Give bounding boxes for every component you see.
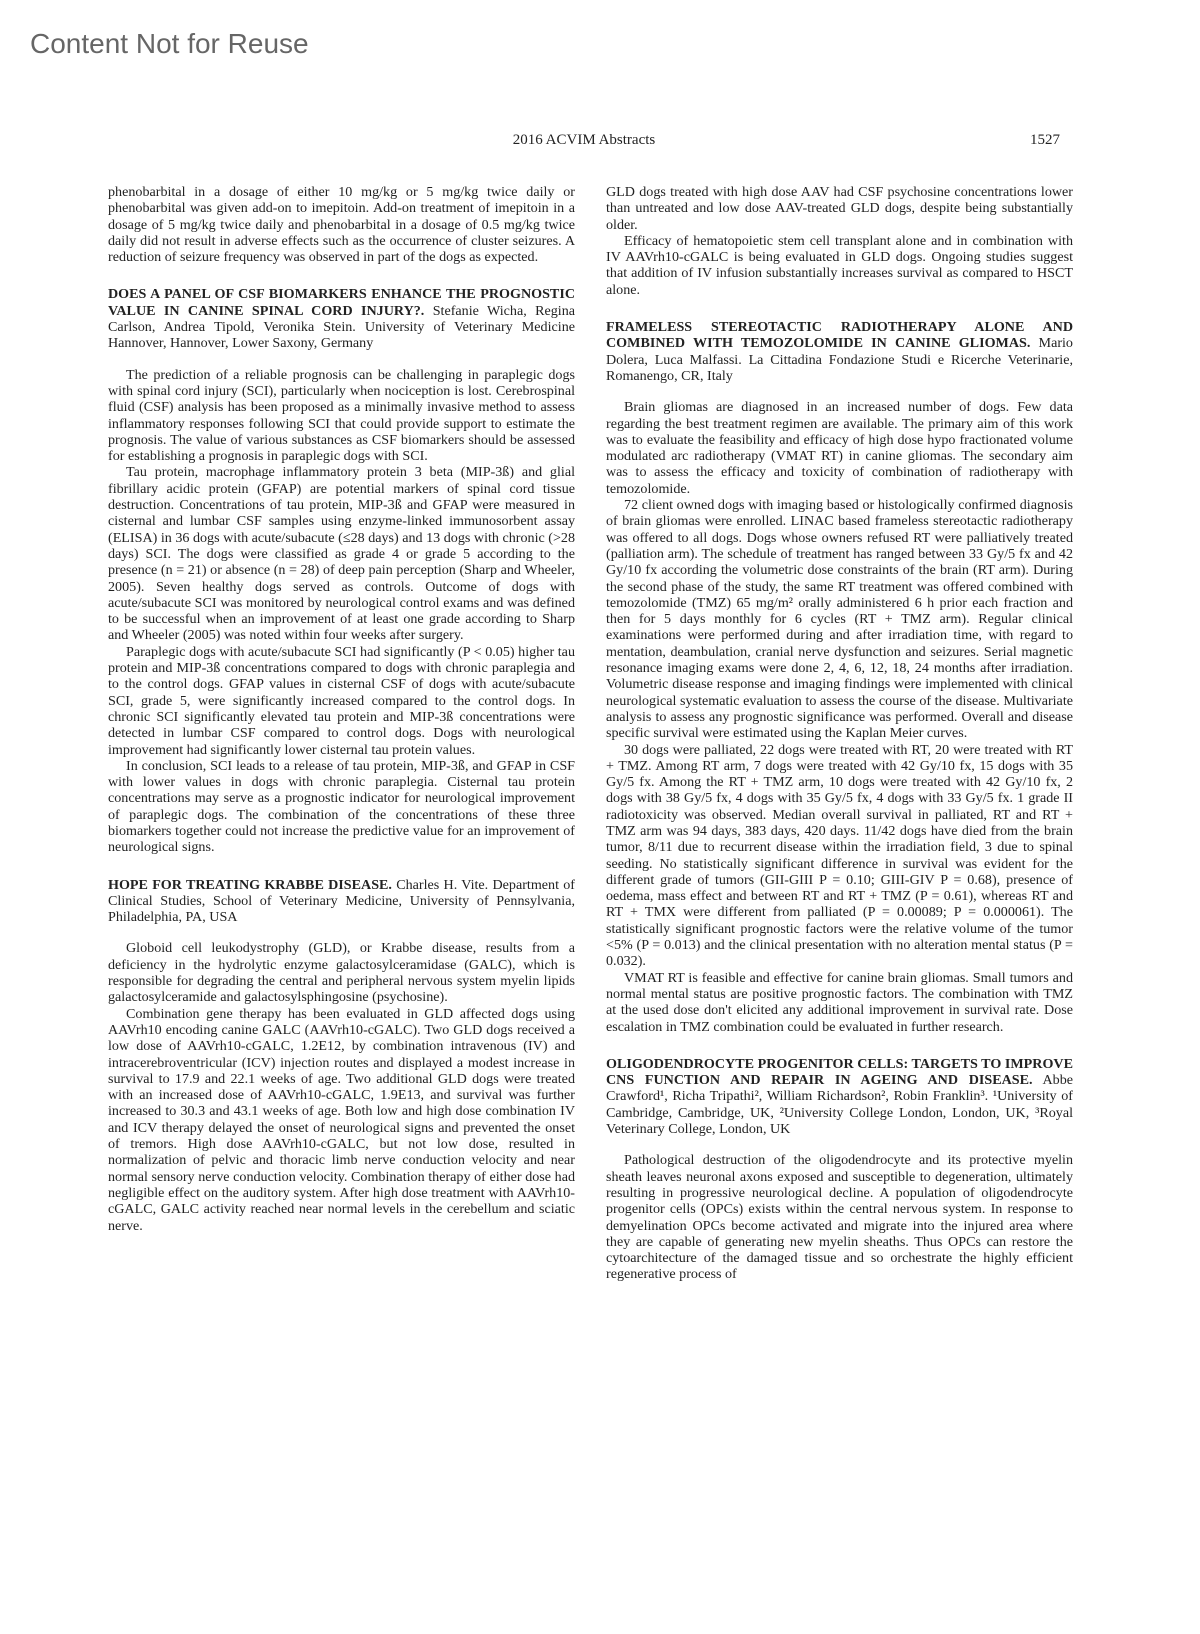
abstract-csf-biomarkers bbox=[108, 286, 575, 855]
abstract-authors: Abbe Crawford¹, Richa Tripathi², William Richardson², Robin Franklin³. bbox=[606, 1072, 1074, 1105]
abstract-affiliation: Department of Clinical Studies, School of Veterinary Medicine, University of Pennsylvania, Philadelphia, PA, USA bbox=[108, 876, 575, 926]
paragraph: 72 client owned dogs with imaging based or histologically confirmed diagnosis of brain gliomas were enrolled. LINAC based frameless stereotactic radiotherapy was offered to all dogs. Dogs whose owners refused RT were palliatively treated (palliation arm). The schedule of treatment has ranged between 33 Gy/5 fx and 42 Gy/10 fx according the volumetric dose constraints of the brain (RT arm). During the second phase of the study, the same RT treatment was offered combined with temozolomide (TMZ) 65 mg/m² orally administered 6 h prior each fraction and then for 5 days monthly for 6 cycles (RT + TMZ arm). Regular clinical examinations were performed during and after irradiation time, with regard to mentation, deambulation, cranial nerve dysfunction and seizures. Serial magnetic resonance imaging exams were done 2, 4, 6, 12, 18, 24 months after irradiation. Volumetric disease response and imaging findings were implemented with clinical neurological systematic evaluation to assess the course of the disease. Multivariate analysis to assess any prognostic significance was performed. Overall and disease specific survival were estimated using the Kaplan Meier curves. bbox=[606, 497, 1073, 742]
abstract-body bbox=[606, 399, 1073, 1035]
abstract-affiliation: ¹University of Cambridge, Cambridge, UK, ²University College London, London, UK, ³Royal Veterinary College, London, UK bbox=[606, 1088, 1073, 1138]
abstract-affiliation: La Cittadina Fondazione Studi e Ricerche Veterinarie, Romanengo, CR, Italy bbox=[606, 351, 1073, 384]
abstract-title: FRAMELESS STEREOTACTIC RADIOTHERAPY ALONE AND COMBINED WITH TEMOZOLOMIDE IN CANINE GLIOMAS. bbox=[606, 319, 1073, 352]
abstract-body bbox=[606, 1152, 1073, 1282]
abstract-title: HOPE FOR TREATING KRABBE DISEASE. bbox=[108, 876, 392, 893]
abstract-heading bbox=[606, 1056, 1073, 1137]
continued-paragraph: phenobarbital in a dosage of either 10 mg/kg or 5 mg/kg twice daily or phenobarbital was given add-on to imepitoin. Add-on treatment of imepitoin in a dosage of 5 mg/kg twice daily and phenobarbital in a dosage of 0.5 mg/kg twice daily did not result in adverse effects such as the occurrence of cluster seizures. A reduction of seizure frequency was observed in part of the dogs as expected. bbox=[108, 184, 575, 266]
paragraph: Efficacy of hematopoietic stem cell transplant alone and in combination with IV AAVrh10-cGALC is being evaluated in GLD dogs. Ongoing studies suggest that addition of IV infusion substantially increases survival as compared to HSCT alone. bbox=[606, 232, 1073, 298]
paragraph: Globoid cell leukodystrophy (GLD), or Krabbe disease, results from a deficiency in the hydrolytic enzyme galactosylceramidase (GALC), which is responsible for degrading the central and peripheral nervous system myelin lipids galactosylceramide and galactosylsphingosine (psychosine). bbox=[108, 940, 575, 1006]
paragraph: Brain gliomas are diagnosed in an increased number of dogs. Few data regarding the best treatment regimen are available. The primary aim of this work was to evaluate the feasibility and efficacy of high dose hypo fractionated volume modulated arc radiotherapy (VMAT RT) in canine gliomas. The secondary aim was to assess the efficacy and toxicity of combination of radiotherapy with temozolomide. bbox=[606, 399, 1073, 497]
abstract-authors: Charles H. Vite. bbox=[396, 876, 489, 893]
watermark: Content Not for Reuse bbox=[30, 28, 309, 59]
abstract-heading bbox=[108, 286, 575, 351]
paragraph: In conclusion, SCI leads to a release of tau protein, MIP-3ß, and GFAP in CSF with lower values in dogs with chronic paraplegia. Cisternal tau protein concentrations may serve as a prognostic indicator for neurological improvement of paraplegic dogs. The combination of the concentrations of these three biomarkers together could not increase the predictive value for an improvement of neurological signs. bbox=[108, 757, 575, 856]
abstract-authors: Stefanie Wicha, Regina Carlson, Andrea Tipold, Veronika Stein. bbox=[108, 302, 576, 336]
paragraph: 30 dogs were palliated, 22 dogs were treated with RT, 20 were treated with RT + TMZ. Among RT arm, 7 dogs were treated with 42 Gy/10 fx, 15 dogs with 35 Gy/5 fx. Among the RT + TMZ arm, 10 dogs were treated with 42 Gy/10 fx, 2 dogs with 38 Gy/5 fx, 4 dogs with 35 Gy/5 fx, 4 dogs with 33 Gy/5 fx. 1 grade II radiotoxicity was observed. Median overall survival in palliated, RT and RT + TMZ arm was 94 days, 383 days, 420 days. 11/42 dogs have died from the brain tumor, 8/11 due to recurrent disease within the irradiation field, 3 due to spinal seeding. No statistically significant difference in survival was evident for the different grade of tumors (GII-GIII P = 0.10; GIII-GIV P = 0.68), presence of oedema, mass effect and between RT and RT + TMZ (P = 0.61), whereas RT and RT + TMX were different from palliated (P = 0.00089; P = 0.000061). The statistically significant prognostic factors were the relative volume of the tumor <5% (P = 0.013) and the clinical presentation with no alteration mental status (P = 0.032). bbox=[606, 741, 1073, 970]
continued-paragraph: GLD dogs treated with high dose AAV had CSF psychosine concentrations lower than untreated and low dose AAV-treated GLD dogs, despite being substantially older. bbox=[606, 184, 1073, 233]
abstract-heading bbox=[108, 877, 575, 926]
abstract-affiliation: University of Veterinary Medicine Hannover, Hannover, Lower Saxony, Germany bbox=[108, 319, 575, 352]
paragraph: VMAT RT is feasible and effective for canine brain gliomas. Small tumors and normal mental status are positive prognostic factors. The combination with TMZ at the used dose don't elicited any additional improvement in survival rate. Dose escalation in TMZ combination could be evaluated in further research. bbox=[606, 969, 1073, 1035]
paragraph: Paraplegic dogs with acute/subacute SCI had significantly (P < 0.05) higher tau protein and MIP-3ß concentrations compared to dogs with chronic paraplegia and to the control dogs. GFAP values in cisternal CSF of dogs with acute/subacute SCI, grade 5, were significantly increased compared to the control dogs. In chronic SCI significantly elevated tau protein and MIP-3ß concentrations were detected in lumbar CSF compared to control dogs. Dogs with neurological improvement had significantly lower cisternal tau protein values. bbox=[108, 643, 575, 758]
abstract-body bbox=[108, 367, 575, 856]
left-column bbox=[108, 184, 575, 1234]
abstract-oligodendrocyte-progenitor-cells bbox=[606, 1056, 1073, 1283]
journal-title: 2016 ACVIM Abstracts bbox=[512, 132, 656, 148]
abstract-title: OLIGODENDROCYTE PROGENITOR CELLS: TARGETS TO IMPROVE CNS FUNCTION AND REPAIR IN AGEING AND DISEASE. bbox=[606, 1055, 1073, 1089]
abstract-krabbe-disease bbox=[108, 877, 575, 1234]
paragraph: Combination gene therapy has been evaluated in GLD affected dogs using AAVrh10 encoding canine GALC (AAVrh10-cGALC). Two GLD dogs received a low dose of AAVrh10-cGALC, 1.2E12, by combination intravenous (IV) and intracerebroventricular (ICV) injection routes and displayed a modest increase in survival to 17.9 and 22.1 weeks of age. Two additional GLD dogs were treated with an increased dose of AAVrh10-cGALC, 1.9E13, and survival was further increased to 30.3 and 43.1 weeks of age. Both low and high dose combination IV and ICV therapy delayed the onset of neurological signs and prevented the onset of tremors. High dose AAVrh10-cGALC, but not low dose, resulted in normalization of pelvic and thoracic limb nerve conduction velocity and near normal sensory nerve conduction velocity. Combination therapy of either dose had negligible effect on the auditory system. After high dose treatment with AAVrh10-cGALC, GALC activity reached near normal levels in the cerebellum and sciatic nerve. bbox=[108, 1005, 575, 1234]
page-number: 1527 bbox=[1030, 132, 1060, 148]
paragraph: Pathological destruction of the oligodendrocyte and its protective myelin sheath leaves neuronal axons exposed and susceptible to degeneration, ultimately resulting in progressive neurological decline. A population of oligodendrocyte progenitor cells (OPCs) exists within the central nervous system. In response to demyelination OPCs become activated and migrate into the injured area where they are capable of generating new myelin sheaths. Thus OPCs can restore the cytoarchitecture of the damaged tissue and so orchestrate the highly efficient regenerative process of bbox=[606, 1152, 1073, 1283]
running-head bbox=[108, 132, 1060, 156]
abstract-frameless-radiotherapy bbox=[606, 319, 1073, 1035]
right-column bbox=[606, 184, 1073, 1283]
abstract-heading bbox=[606, 319, 1073, 384]
abstract-title: DOES A PANEL OF CSF BIOMARKERS ENHANCE THE PROGNOSTIC VALUE IN CANINE SPINAL CORD INJURY?. bbox=[108, 286, 575, 319]
abstract-authors: Mario Dolera, Luca Malfassi. bbox=[606, 335, 1073, 368]
paragraph: The prediction of a reliable prognosis can be challenging in paraplegic dogs with spinal cord injury (SCI), particularly when nociception is lost. Cerebrospinal fluid (CSF) analysis has been proposed as a minimally invasive method to assess inflammatory responses following SCI that could provide support to estimate the prognosis. The value of various substances as CSF biomarkers should be assessed for establishing a prognosis in paraplegic dogs with SCI. bbox=[108, 366, 575, 465]
abstract-body bbox=[108, 940, 575, 1233]
paragraph: Tau protein, macrophage inflammatory protein 3 beta (MIP-3ß) and glial fibrillary acidic protein (GFAP) are potential markers of spinal cord tissue destruction. Concentrations of tau protein, MIP-3ß and GFAP were measured in cisternal and lumbar CSF samples using enzyme-linked immunosorbent assay (ELISA) in 36 dogs with acute/subacute (≤28 days) and 13 dogs with chronic (>28 days) SCI. The dogs were classified as grade 4 or grade 5 according to the presence (n = 21) or absence (n = 28) of deep pain perception (Sharp and Wheeler, 2005). Seven healthy dogs served as controls. Outcome of dogs with acute/subacute SCI was monitored by neurological control exams and was defined to be successful when an improvement of at least one grade according to Sharp and Wheeler (2005) was noted within four weeks after surgery. bbox=[108, 464, 575, 644]
